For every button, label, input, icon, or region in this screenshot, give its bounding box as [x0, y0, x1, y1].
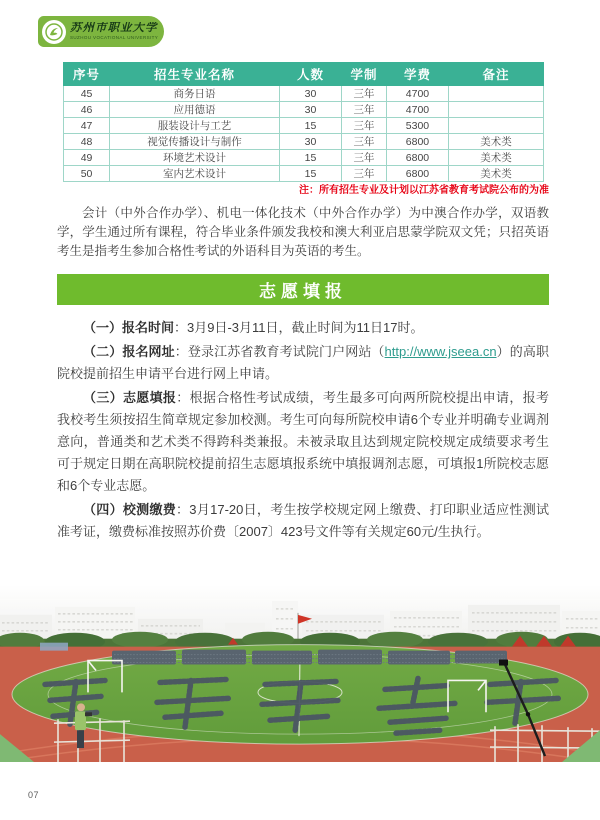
- table-header-row: [64, 63, 544, 86]
- item-list: [57, 317, 549, 543]
- table-row: 50 室内艺术设计 15 三年 6800 美术类: [64, 166, 544, 182]
- item-label: （四）校测缴费: [83, 502, 177, 517]
- item-label: （一）报名时间: [83, 320, 175, 335]
- item-registration-site: （二）报名网址：登录江苏省教育考试院门户网站（http://www.jseea.cn）的高职院校提前招生申请平台进行网上申请。: [57, 344, 549, 381]
- university-name-en: SUZHOU VOCATIONAL UNIVERSITY: [70, 35, 158, 40]
- item-label: （二）报名网址: [83, 344, 175, 359]
- university-logo: [38, 16, 164, 47]
- table-note: 注：所有招生专业及计划以江苏省教育考试院公布的为准: [299, 185, 549, 196]
- section-title: 志愿填报: [259, 282, 347, 301]
- col-header-major: 招生专业名称: [110, 63, 280, 86]
- item-registration-time: （一）报名时间：3月9日-3月11日，截止时间为11日17时。: [83, 320, 424, 335]
- jseea-link[interactable]: http://www.jseea.cn: [384, 344, 497, 359]
- section-banner: [57, 274, 549, 305]
- col-header-tuition: 学费: [387, 63, 449, 86]
- col-header-count: 人数: [280, 63, 342, 86]
- item-volunteer-filling: （三）志愿填报：根据合格性考试成绩，考生最多可向两所院校提出申请，报考我校考生须按招生简章规定参加校测。考生可向每所院校申请6个专业并明确专业调剂意向，普通类和艺术类不得跨科类兼报。未被录取且达到规定院校规定成绩要求考生可于规定日期在高职院校提前招生志愿填报系统中填报调剂志愿，可填报1所院校志愿和6个专业志愿。: [57, 390, 549, 493]
- table-row: 49 环境艺术设计 15 三年 6800 美术类: [64, 150, 544, 166]
- admissions-table: [63, 62, 544, 182]
- content-column: [57, 62, 549, 545]
- item-label: （三）志愿填报: [83, 390, 177, 405]
- col-header-seq: 序号: [64, 63, 110, 86]
- table-row: 47 服装设计与工艺 15 三年 5300: [64, 118, 544, 134]
- intro-paragraph: 会计（中外合作办学）、机电一体化技术（中外合作办学）为中澳合作办学，双语教学，学生通过所有课程，符合毕业条件颁发我校和澳大利亚启思蒙学院双文凭；只招英语考生是指考生参加合格性考试的外语科目为英语的考生。: [57, 206, 549, 258]
- university-name-zh: 苏州市职业大学: [70, 22, 158, 34]
- table-row: 45 商务日语 30 三年 4700: [64, 86, 544, 102]
- page-number: 07: [28, 790, 40, 800]
- col-header-remark: 备注: [448, 63, 543, 86]
- university-emblem-icon: [42, 20, 66, 44]
- campus-photo: [0, 585, 600, 762]
- table-row: 46 应用德语 30 三年 4700: [64, 102, 544, 118]
- student-blocks: [112, 650, 507, 665]
- item-test-payment: （四）校测缴费：3月17-20日，考生按学校规定网上缴费、打印职业适应性测试准考证，缴费标准按照苏价费〔2007〕423号文件等有关规定60元/生执行。: [57, 502, 549, 539]
- col-header-duration: 学制: [341, 63, 386, 86]
- table-row: 48 视觉传播设计与制作 30 三年 6800 美术类: [64, 134, 544, 150]
